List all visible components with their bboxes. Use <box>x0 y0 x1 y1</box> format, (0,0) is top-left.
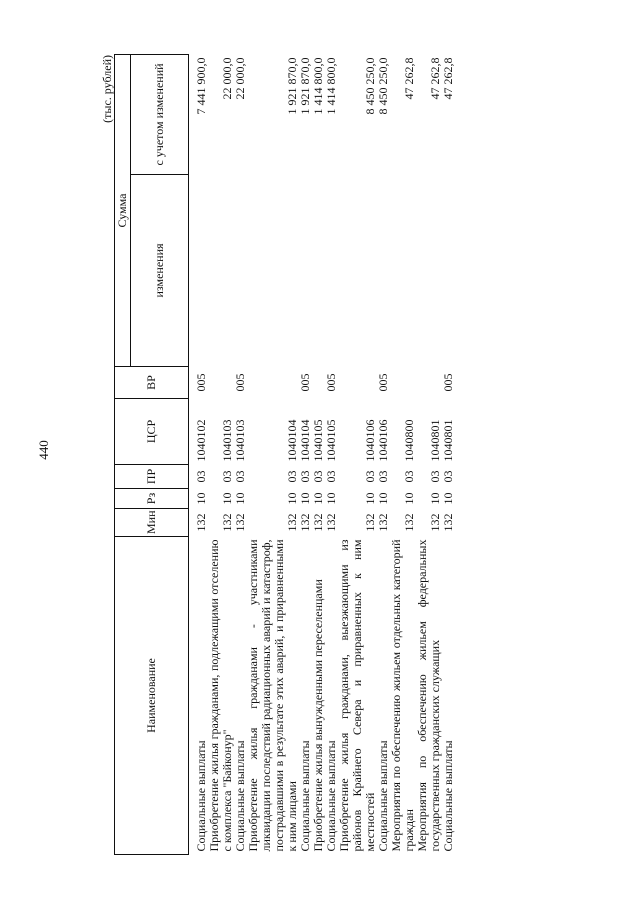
row-rz: 10 <box>311 492 325 505</box>
row-total: 47 262,8 <box>441 57 455 100</box>
header-vr: ВР <box>115 367 189 399</box>
row-change <box>189 175 209 367</box>
header-name: Наименование <box>115 537 189 855</box>
row-vr <box>208 367 234 399</box>
header-pr: ПР <box>115 465 189 489</box>
row-rz: 10 <box>376 492 390 505</box>
row-vr: 005 <box>233 373 247 392</box>
row-csr: 1040103 <box>220 419 234 462</box>
header-changes: изменения <box>131 175 189 367</box>
row-min: 132 <box>441 513 455 532</box>
row-total: 7 441 900,0 <box>194 57 208 115</box>
row-pr: 03 <box>220 470 234 483</box>
rotated-table-area <box>100 0 640 900</box>
row-name: Приобретение жилья гражданами, подлежащими отселению с комплекса "Байконур" <box>207 539 234 852</box>
row-csr: 1040104 <box>298 419 312 462</box>
table-row <box>390 54 416 854</box>
row-csr: 1040801 <box>441 419 455 462</box>
row-pr: 03 <box>428 470 442 483</box>
row-rz: 10 <box>298 492 312 505</box>
row-total: 1 414 800,0 <box>324 57 338 115</box>
row-pr: 03 <box>402 470 416 483</box>
row-csr: 1040105 <box>324 419 338 462</box>
row-total: 1 921 870,0 <box>285 57 299 115</box>
row-total: 22 000,0 <box>233 57 247 100</box>
table-row <box>189 54 209 854</box>
header-with-changes: с учетом изменений <box>131 54 189 174</box>
row-total: 47 262,8 <box>428 57 442 100</box>
row-total: 1 414 800,0 <box>311 57 325 115</box>
row-csr: 1040102 <box>194 419 208 462</box>
row-rz: 10 <box>363 492 377 505</box>
row-min: 132 <box>324 513 338 532</box>
row-pr: 03 <box>376 470 390 483</box>
row-name: Социальные выплаты <box>298 740 312 852</box>
row-name: Приобретение жилья гражданами, выезжающими из районов Крайнего Севера и приравненных к ним местностей <box>337 539 377 852</box>
row-pr: 03 <box>233 470 247 483</box>
rotated-content <box>100 55 640 855</box>
row-rz: 10 <box>194 492 208 505</box>
row-pr: 03 <box>298 470 312 483</box>
row-min: 132 <box>194 513 208 532</box>
row-vr: 005 <box>441 373 455 392</box>
row-total: 47 262,8 <box>402 57 416 100</box>
row-name: Социальные выплаты <box>324 740 338 852</box>
row-csr: 1040105 <box>311 419 325 462</box>
row-name: Приобретение жилья гражданами - участниками ликвидации последствий радиационных аварий и катастроф, пострадавшими в результате этих аварий, и приравненными к ним лицами <box>246 539 299 852</box>
row-change <box>377 175 390 367</box>
table-row <box>416 54 442 854</box>
row-pr: 03 <box>311 470 325 483</box>
row-csr: 1040800 <box>402 419 416 462</box>
row-min: 132 <box>233 513 247 532</box>
row-vr: 005 <box>324 373 338 392</box>
row-total: 8 450 250,0 <box>363 57 377 115</box>
row-csr: 1040104 <box>285 419 299 462</box>
row-vr <box>416 367 442 399</box>
row-change <box>442 175 455 367</box>
table-row <box>247 54 299 854</box>
table-row <box>442 54 455 854</box>
row-pr: 03 <box>285 470 299 483</box>
budget-table <box>114 54 455 855</box>
row-name: Социальные выплаты <box>376 740 390 852</box>
row-total: 22 000,0 <box>220 57 234 100</box>
page-number: 440 <box>36 440 51 460</box>
table-row <box>338 54 377 854</box>
table-header <box>115 54 189 854</box>
row-rz: 10 <box>428 492 442 505</box>
row-vr <box>390 367 416 399</box>
row-min: 132 <box>376 513 390 532</box>
row-csr: 1040106 <box>376 419 390 462</box>
table-body <box>189 54 456 854</box>
header-sum: Сумма <box>115 54 131 366</box>
row-min: 132 <box>402 513 416 532</box>
row-change <box>299 175 312 367</box>
row-pr: 03 <box>363 470 377 483</box>
row-change <box>416 175 442 367</box>
row-min: 132 <box>311 513 325 532</box>
row-pr: 03 <box>441 470 455 483</box>
header-min: Мин <box>115 509 189 537</box>
units-label: (тыс. рублей) <box>100 55 114 123</box>
row-total: 8 450 250,0 <box>376 57 390 115</box>
row-change <box>390 175 416 367</box>
row-csr: 1040106 <box>363 419 377 462</box>
row-pr: 03 <box>194 470 208 483</box>
row-change <box>247 175 299 367</box>
row-rz: 10 <box>402 492 416 505</box>
row-name: Социальные выплаты <box>194 740 208 852</box>
row-name: Социальные выплаты <box>441 740 455 852</box>
row-change <box>312 175 325 367</box>
row-name: Социальные выплаты <box>233 740 247 852</box>
row-rz: 10 <box>324 492 338 505</box>
header-csr: ЦСР <box>115 399 189 465</box>
row-rz: 10 <box>441 492 455 505</box>
row-min: 132 <box>220 513 234 532</box>
row-min: 132 <box>298 513 312 532</box>
row-csr: 1040801 <box>428 419 442 462</box>
row-vr: 005 <box>298 373 312 392</box>
row-change <box>338 175 377 367</box>
row-rz: 10 <box>220 492 234 505</box>
row-pr: 03 <box>324 470 338 483</box>
table-row <box>208 54 234 854</box>
row-vr: 005 <box>376 373 390 392</box>
row-total: 1 921 870,0 <box>298 57 312 115</box>
row-rz: 10 <box>233 492 247 505</box>
row-change <box>234 175 247 367</box>
row-min: 132 <box>363 513 377 532</box>
row-csr: 1040103 <box>233 419 247 462</box>
row-min: 132 <box>428 513 442 532</box>
row-name: Приобретение жилья вынужденными переселенцами <box>311 579 325 852</box>
header-rz: Рз <box>115 489 189 509</box>
row-vr <box>247 367 299 399</box>
row-change <box>208 175 234 367</box>
row-rz: 10 <box>285 492 299 505</box>
row-change <box>325 175 338 367</box>
row-vr: 005 <box>194 373 208 392</box>
row-name: Мероприятия по обеспечению жильем федеральных государственных гражданских служащих <box>415 539 442 852</box>
row-vr <box>338 367 377 399</box>
row-name: Мероприятия по обеспечению жильем отдельных категорий граждан <box>389 539 416 852</box>
row-min: 132 <box>285 513 299 532</box>
